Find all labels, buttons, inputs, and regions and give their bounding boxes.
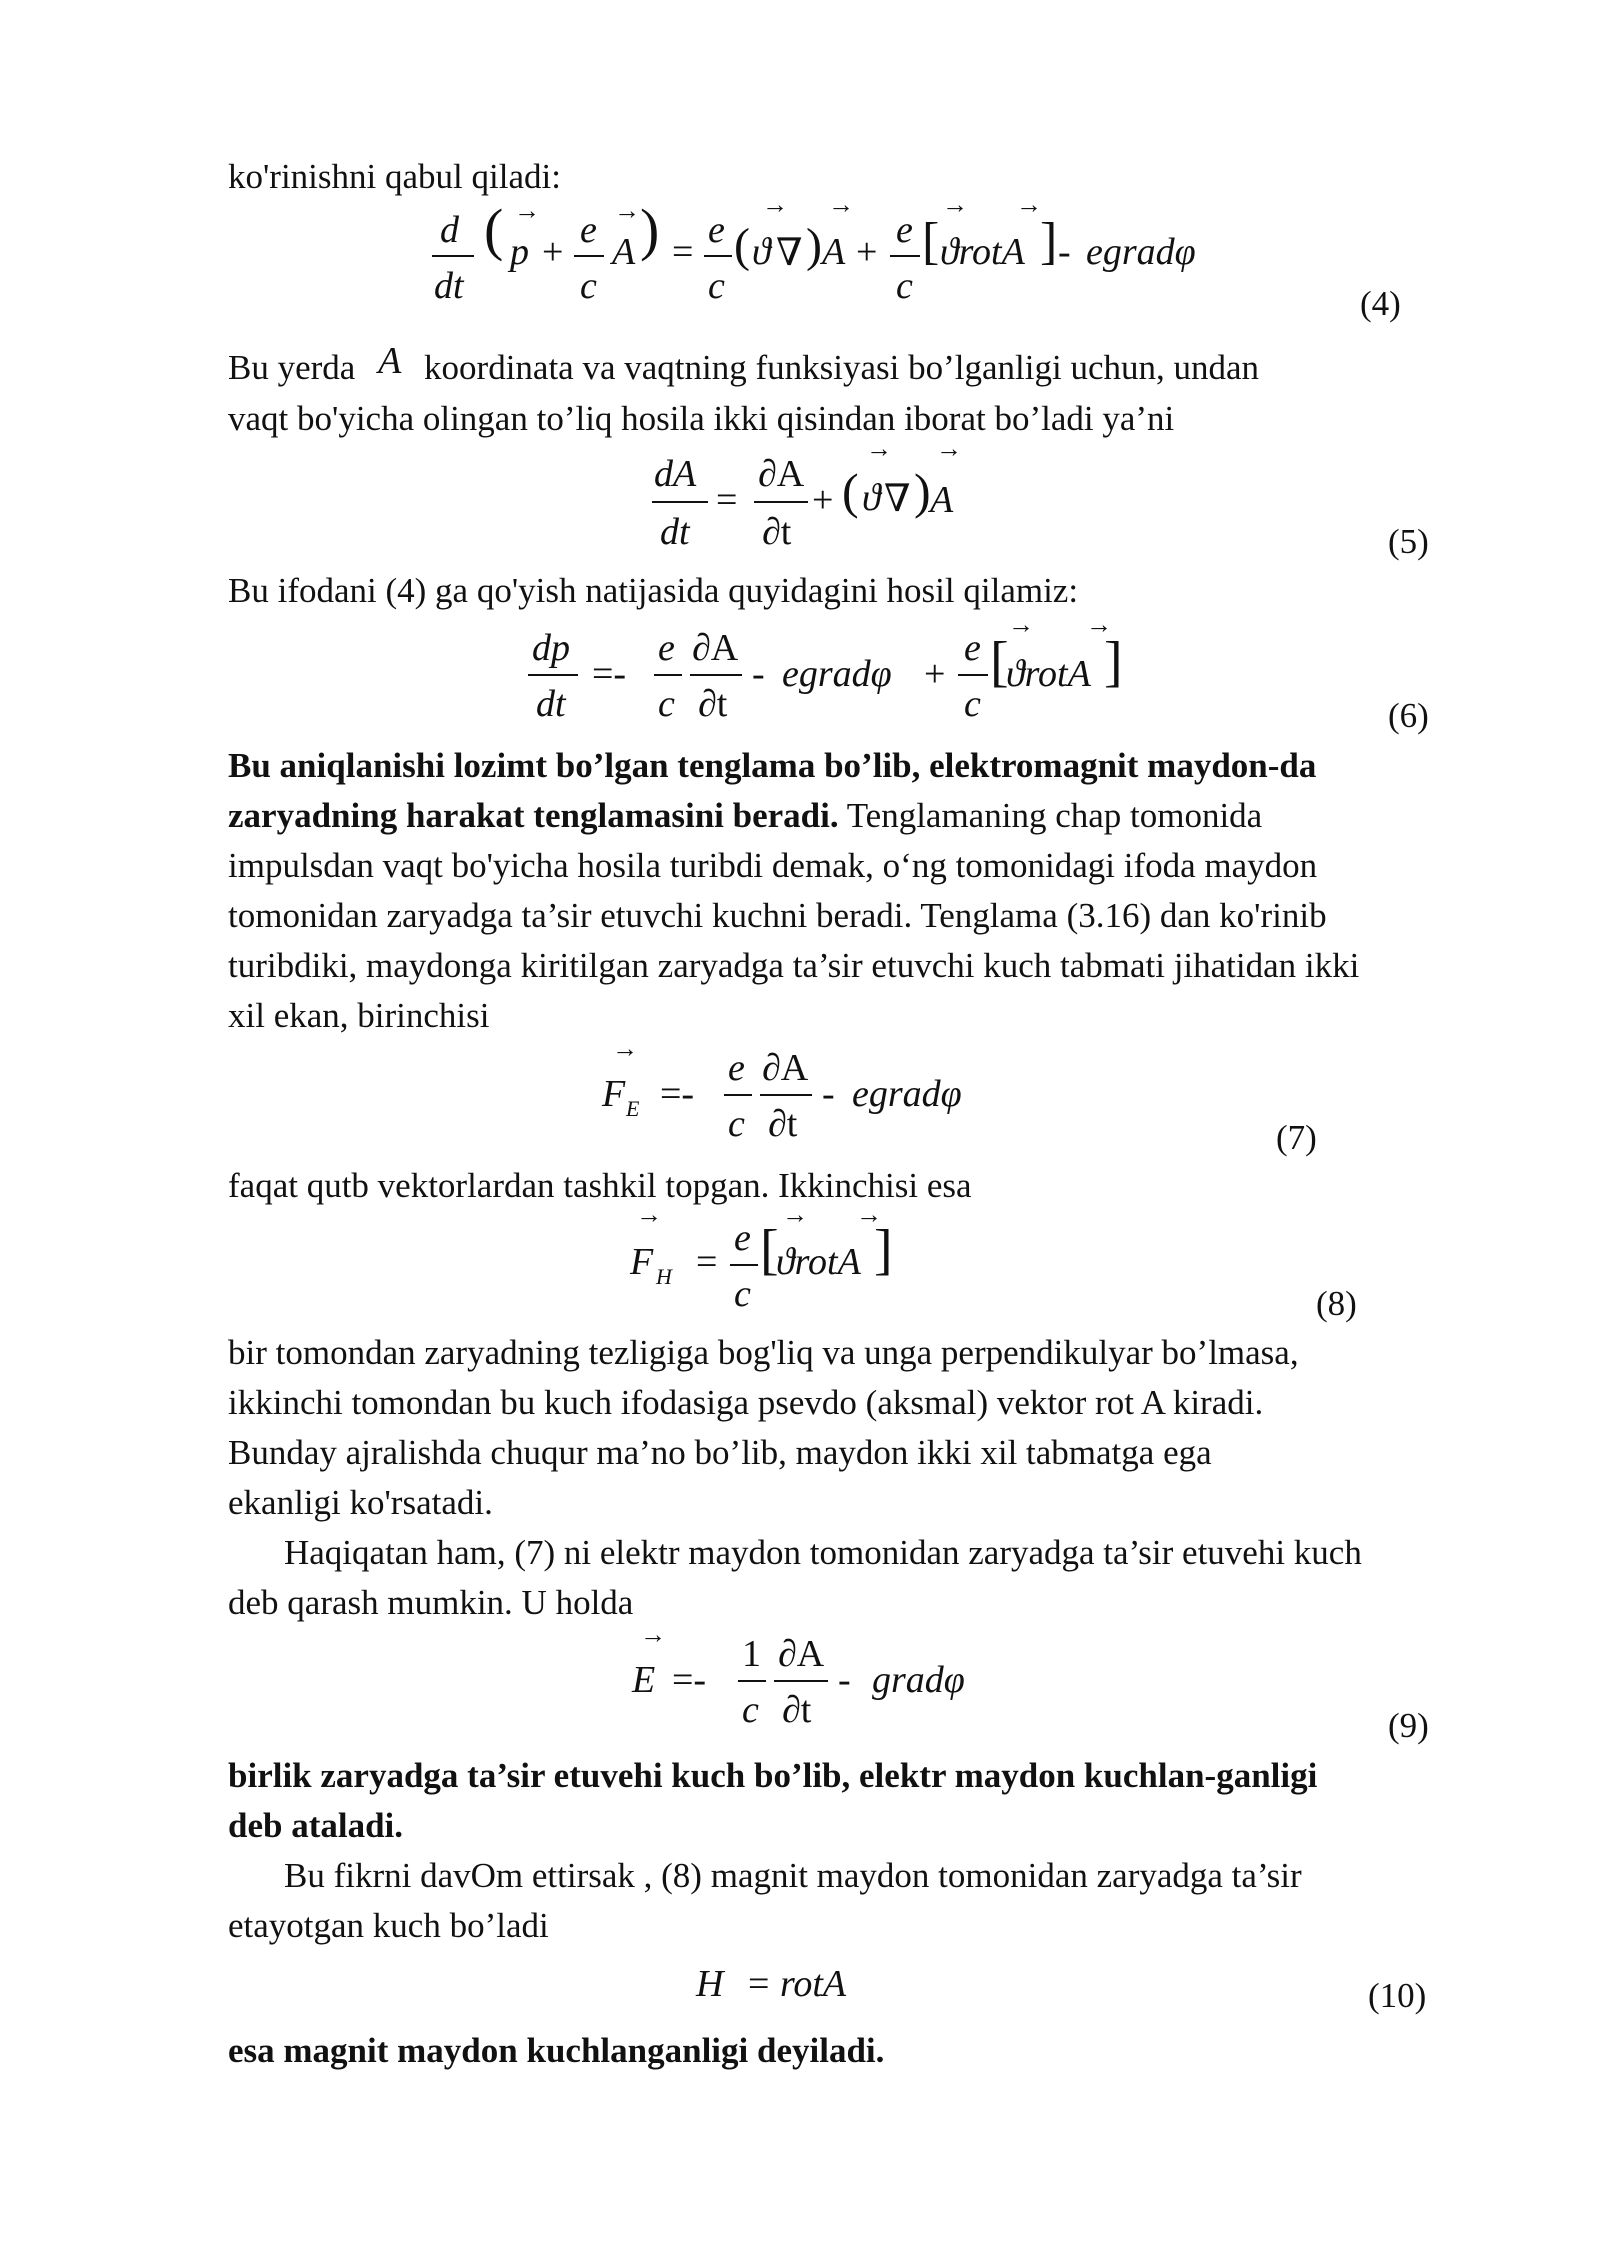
eq-symbol: - — [1058, 231, 1071, 273]
eq-symbol: - — [752, 653, 765, 695]
nabla-symbol: ∇ — [884, 478, 911, 520]
text-line: Bu ifodani (4) ga qo'yish natijasida quyidagini hosil qilamiz: — [228, 571, 1079, 610]
eq-symbol: rotA — [780, 1963, 847, 2005]
equation-number: (9) — [1388, 1706, 1429, 1745]
fraction-bar — [528, 674, 578, 676]
eq-symbol: =- — [660, 1073, 695, 1115]
text-span: Tenglamaning chap tomonida — [838, 796, 1263, 835]
eq-symbol: c — [580, 265, 597, 307]
eq-symbol: E — [632, 1659, 656, 1701]
vector-arrow: → — [942, 190, 968, 219]
eq-symbol: A — [822, 231, 846, 273]
fraction-bar — [890, 255, 920, 257]
eq-symbol: e — [580, 209, 597, 251]
eq-symbol: =- — [672, 1659, 707, 1701]
eq-symbol: c — [708, 265, 725, 307]
eq-symbol: c — [734, 1273, 751, 1315]
eq-paren: ( — [734, 219, 750, 272]
fraction-bar — [774, 1680, 828, 1682]
eq-symbol: + — [542, 231, 564, 273]
text-line: ikkinchi tomondan bu kuch ifodasiga psevdo (aksmal) vektor rot A kiradi. — [228, 1383, 1264, 1422]
eq-bracket: [ — [990, 631, 1009, 693]
eq-symbol: = — [672, 231, 694, 273]
eq-symbol: F — [602, 1073, 626, 1115]
text-line: xil ekan, birinchisi — [228, 996, 490, 1035]
text-line: birlik zaryadga ta’sir etuvehi kuch bo’lib, elektr maydon kuchlan-ganligi — [228, 1756, 1318, 1795]
fraction-bar — [652, 501, 708, 503]
fraction-bar — [690, 674, 742, 676]
eq-symbol: ∂A — [758, 453, 805, 495]
eq-symbol: ∂A — [692, 627, 739, 669]
vector-arrow: → — [762, 190, 788, 219]
eq-symbol: ϑrotA — [1006, 653, 1091, 695]
fraction-bar — [754, 501, 808, 503]
text-line: Bunday ajralishda chuqur ma’no bo’lib, maydon ikki xil tabmatga ega — [228, 1433, 1212, 1472]
eq-symbol: = — [716, 479, 738, 521]
fraction-bar — [958, 674, 988, 676]
vector-arrow: → — [828, 190, 854, 219]
eq-symbol: c — [728, 1103, 745, 1145]
vector-arrow: → — [856, 1200, 882, 1229]
equation-number: (10) — [1368, 1976, 1427, 2015]
eq-symbol: A — [612, 231, 636, 273]
text-line: deb qarash mumkin. U holda — [228, 1583, 634, 1622]
vector-arrow: → — [636, 1200, 662, 1229]
vector-arrow: → — [866, 434, 892, 463]
text-span-bold: zaryadning harakat tenglamasini beradi. — [228, 796, 839, 835]
eq-symbol: dA — [654, 453, 697, 495]
vector-arrow: → — [1086, 610, 1112, 639]
eq-symbol: ϑ — [862, 477, 881, 519]
vector-arrow: → — [614, 196, 640, 225]
eq-symbol: dt — [434, 265, 464, 307]
text-line: deb ataladi. — [228, 1806, 404, 1845]
eq-symbol: ∂t — [782, 1689, 812, 1731]
eq-symbol: p — [510, 231, 529, 273]
eq-symbol: dt — [536, 683, 566, 725]
fraction-bar — [432, 255, 474, 257]
eq-symbol: ϑrotA — [776, 1241, 861, 1283]
eq-symbol: ϑrotA — [940, 231, 1025, 273]
text-line: turibdiki, maydonga kiritilgan zaryadga ta’sir etuvchi kuch tabmati jihatidan ikki — [228, 946, 1360, 985]
eq-symbol: - — [838, 1659, 851, 1701]
eq-symbol: - — [822, 1073, 835, 1115]
vector-arrow: → — [1008, 610, 1034, 639]
eq-paren: ( — [484, 197, 504, 262]
fraction-bar — [738, 1680, 766, 1682]
eq-symbol: = — [748, 1963, 770, 2005]
eq-symbol: =- — [592, 653, 627, 695]
vector-arrow: → — [612, 1034, 638, 1063]
eq-symbol: ∂A — [762, 1047, 809, 1089]
eq-symbol: ϑ — [752, 231, 771, 273]
vector-arrow: → — [782, 1200, 808, 1229]
vector-arrow: → — [640, 1620, 666, 1649]
eq-symbol: A — [930, 479, 954, 521]
fraction-bar — [704, 255, 732, 257]
eq-symbol: dp — [532, 627, 570, 669]
nabla-symbol: ∇ — [776, 232, 803, 274]
text-line: ko'rinishni qabul qiladi: — [228, 157, 561, 196]
eq-bracket: ] — [1040, 213, 1058, 270]
eq-bracket: ] — [874, 1219, 893, 1281]
eq-paren: ( — [842, 463, 859, 519]
fraction-bar — [654, 674, 682, 676]
eq-symbol: e — [734, 1217, 751, 1259]
text-line: Haqiqatan ham, (7) ni elektr maydon tomonidan zaryadga ta’sir etuvehi kuch — [284, 1533, 1362, 1572]
eq-bracket: ] — [1104, 631, 1123, 693]
symbol-A: A — [378, 340, 402, 382]
text-line — [228, 791, 1262, 841]
equation-number: (7) — [1276, 1118, 1317, 1157]
text-line: faqat qutb vektorlardan tashkil topgan. Ikkinchisi esa — [228, 1166, 972, 1205]
eq-symbol: c — [658, 683, 675, 725]
text-line: tomonidan zaryadga ta’sir etuvchi kuchni beradi. Tenglama (3.16) dan ko'rinib — [228, 896, 1327, 935]
equation-number: (4) — [1360, 284, 1401, 323]
text-line: ekanligi ko'rsatadi. — [228, 1483, 493, 1522]
eq-symbol: ∂A — [778, 1633, 825, 1675]
eq-symbol: e — [658, 627, 675, 669]
eq-symbol: egradφ — [852, 1073, 962, 1115]
fraction-bar — [724, 1094, 752, 1096]
text-line — [228, 342, 1259, 393]
eq-subscript: E — [626, 1096, 640, 1121]
eq-symbol: e — [964, 627, 981, 669]
eq-symbol: + — [924, 653, 946, 695]
vector-arrow: → — [936, 434, 962, 463]
eq-symbol: c — [896, 265, 913, 307]
vector-arrow: → — [1016, 190, 1042, 219]
eq-symbol: egradφ — [782, 653, 892, 695]
eq-symbol: ∂t — [698, 683, 728, 725]
eq-symbol: gradφ — [872, 1659, 965, 1701]
text-line: bir tomondan zaryadning tezligiga bog'liq va unga perpendikulyar bo’lmasa, — [228, 1333, 1299, 1372]
text-span: koordinata va vaqtning funksiyasi bo’lganligi uchun, undan — [424, 348, 1260, 387]
equation-number: (6) — [1388, 696, 1429, 735]
eq-symbol: e — [896, 209, 913, 251]
vector-arrow: → — [514, 196, 540, 225]
text-line: impulsdan vaqt bo'yicha hosila turibdi demak, o‘ng tomonidagi ifoda maydon — [228, 846, 1318, 885]
eq-symbol: ∂t — [762, 511, 792, 553]
equation-number: (5) — [1388, 522, 1429, 561]
eq-symbol: + — [856, 231, 878, 273]
eq-symbol: H — [696, 1963, 724, 2005]
eq-subscript: H — [656, 1264, 672, 1289]
eq-symbol: egradφ — [1086, 231, 1196, 273]
text-line: Bu aniqlanishi lozimt bo’lgan tenglama bo’lib, elektromagnit maydon-da — [228, 746, 1317, 785]
text-span: Bu yerda — [228, 348, 356, 387]
text-line: Bu fikrni davOm ettirsak , (8) magnit maydon tomonidan zaryadga ta’sir — [284, 1856, 1302, 1895]
eq-symbol: + — [812, 479, 834, 521]
eq-symbol: F — [630, 1241, 654, 1283]
eq-symbol: c — [742, 1689, 759, 1731]
eq-paren: ) — [640, 197, 660, 262]
eq-bracket: [ — [760, 1219, 779, 1281]
fraction-bar — [574, 255, 604, 257]
eq-paren: ) — [914, 463, 931, 519]
eq-symbol: = — [696, 1241, 718, 1283]
text-line: esa magnit maydon kuchlanganligi deyiladi. — [228, 2031, 885, 2070]
eq-symbol: e — [708, 209, 725, 251]
eq-bracket: [ — [922, 213, 940, 270]
eq-symbol: d — [440, 209, 459, 251]
fraction-bar — [730, 1264, 758, 1266]
eq-symbol: dt — [660, 511, 690, 553]
eq-paren: ) — [806, 219, 822, 272]
eq-symbol: 1 — [742, 1633, 761, 1675]
equation-number: (8) — [1316, 1284, 1357, 1323]
eq-symbol: e — [728, 1047, 745, 1089]
eq-symbol: ∂t — [768, 1103, 798, 1145]
text-line: etayotgan kuch bo’ladi — [228, 1906, 549, 1945]
fraction-bar — [760, 1094, 812, 1096]
text-line: vaqt bo'yicha olingan to’liq hosila ikki qisindan iborat bo’ladi ya’ni — [228, 399, 1175, 438]
eq-symbol: c — [964, 683, 981, 725]
